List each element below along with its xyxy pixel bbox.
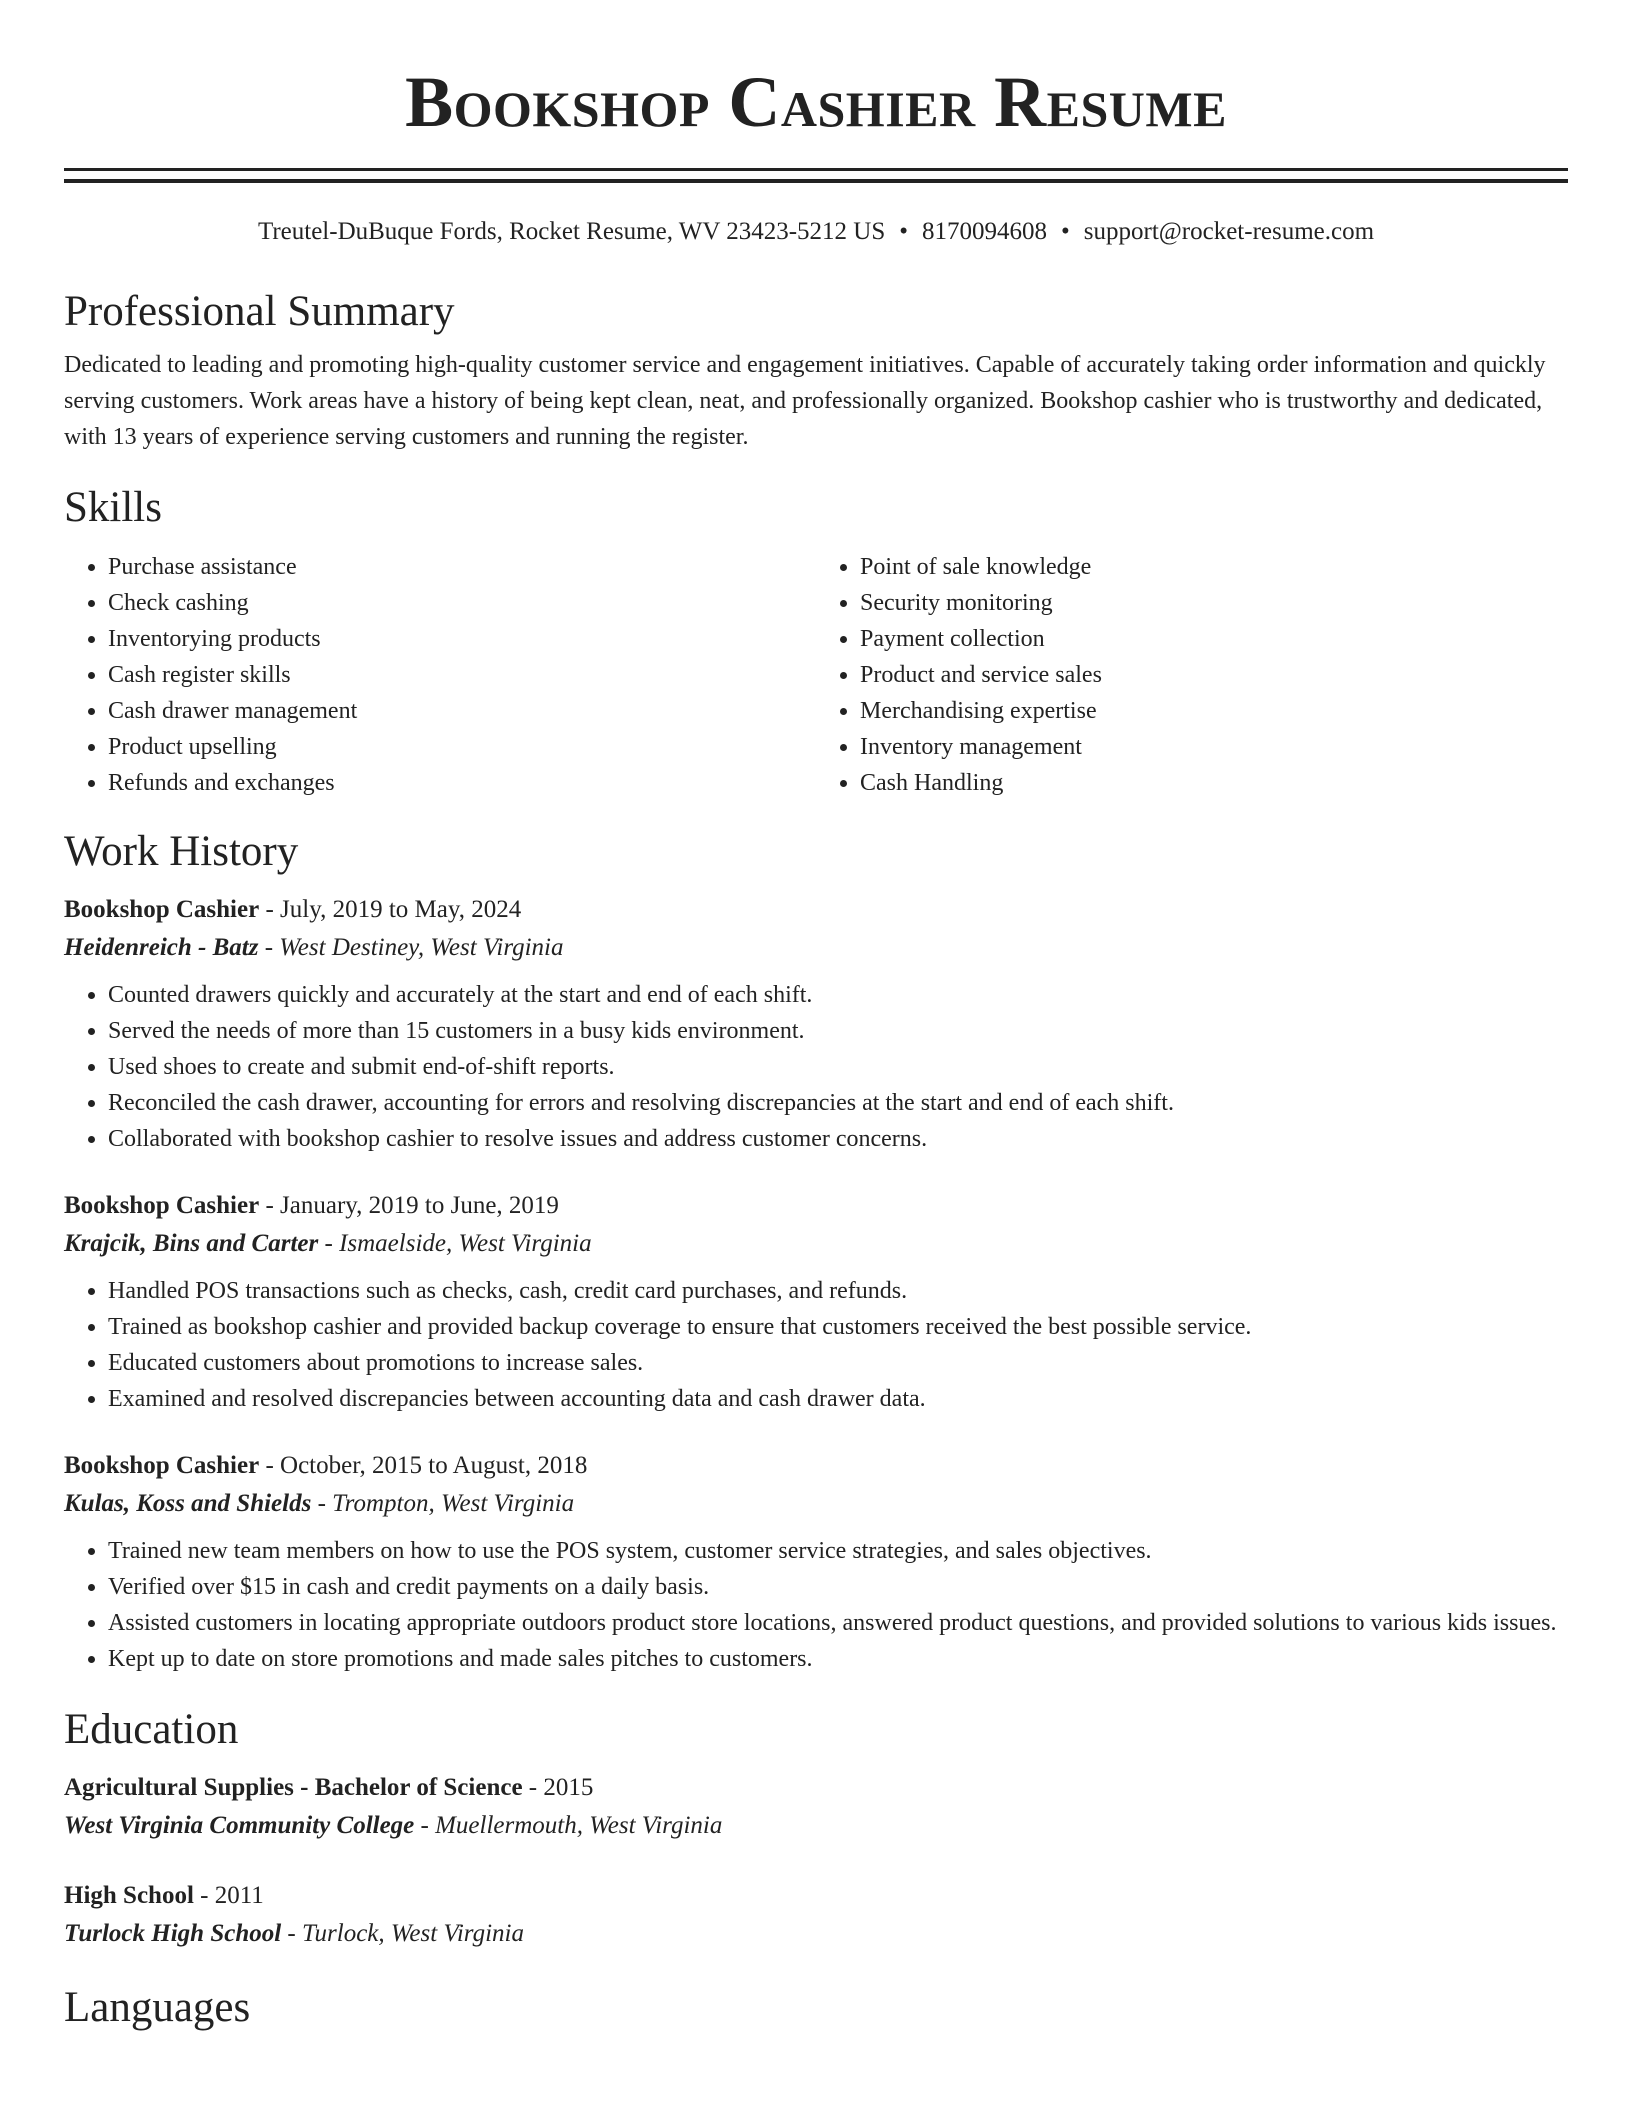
resume-page: [64, 0, 1568, 2031]
job-location: West Destiney, West Virginia: [279, 934, 564, 961]
skill-item: • Refunds and exchanges: [108, 765, 816, 801]
contact-separator: •: [1061, 218, 1070, 245]
skill-item: • Cash Handling: [860, 765, 1568, 801]
skills-section: [64, 483, 1568, 801]
job-entry: [64, 1447, 1568, 1677]
job-bullet: • Counted drawers quickly and accurately at the start and end of each shift.: [108, 977, 1568, 1013]
graduation-year: 2011: [214, 1882, 264, 1909]
skill-item: • Cash drawer management: [108, 693, 816, 729]
graduation-year: 2015: [543, 1774, 594, 1801]
school-name: West Virginia Community College: [64, 1812, 415, 1839]
skill-item: • Inventorying products: [108, 621, 816, 657]
job-bullet: • Reconciled the cash drawer, accounting for errors and resolving discrepancies at the start and end of each shift.: [108, 1085, 1568, 1121]
job-header: Bookshop Cashier - January, 2019 to June, 2019: [64, 1192, 559, 1219]
skill-item: • Cash register skills: [108, 657, 816, 693]
skill-item: • Inventory management: [860, 729, 1568, 765]
job-dates: January, 2019 to June, 2019: [280, 1192, 559, 1219]
job-location: Ismaelside, West Virginia: [339, 1230, 592, 1257]
job-bullet: • Verified over $15 in cash and credit payments on a daily basis.: [108, 1569, 1568, 1605]
job-title: Bookshop Cashier: [64, 1192, 260, 1219]
title-divider-secondary: [64, 179, 1568, 183]
skill-item: • Product and service sales: [860, 657, 1568, 693]
job-bullet: • Used shoes to create and submit end-of-shift reports.: [108, 1049, 1568, 1085]
title-divider: [64, 168, 1568, 174]
section-heading: Work History: [64, 828, 299, 875]
job-employer: Krajcik, Bins and Carter - Ismaelside, West Virginia: [64, 1230, 592, 1257]
next-section-heading-partial: Languages: [64, 1984, 251, 2031]
job-title: Bookshop Cashier: [64, 896, 260, 923]
job-dates: July, 2019 to May, 2024: [280, 896, 522, 923]
resume-title: Bookshop Cashier Resume: [405, 62, 1227, 142]
skill-item: • Point of sale knowledge: [860, 549, 1568, 585]
job-bullet: • Trained new team members on how to use the POS system, customer service strategies, and sales objectives.: [108, 1533, 1568, 1569]
job-bullets: [64, 1273, 1568, 1417]
section-heading: Skills: [64, 484, 162, 531]
education-entry: [64, 1877, 1568, 1953]
section-heading: Education: [64, 1706, 239, 1753]
skills-list-right: [816, 549, 1568, 801]
degree-name: Agricultural Supplies - Bachelor of Science: [64, 1774, 523, 1801]
skill-item: • Check cashing: [108, 585, 816, 621]
skill-item: • Purchase assistance: [108, 549, 816, 585]
job-title: Bookshop Cashier: [64, 1452, 260, 1479]
education-section: [64, 1705, 1568, 1953]
skill-item: • Product upselling: [108, 729, 816, 765]
skill-item: • Merchandising expertise: [860, 693, 1568, 729]
job-header: Bookshop Cashier - July, 2019 to May, 2024: [64, 896, 522, 923]
professional-summary-section: [64, 287, 1568, 455]
job-entry: [64, 1187, 1568, 1417]
contact-line: [64, 217, 1568, 247]
contact-separator: •: [899, 218, 908, 245]
job-bullet: • Educated customers about promotions to increase sales.: [108, 1345, 1568, 1381]
job-bullet: • Examined and resolved discrepancies between accounting data and cash drawer data.: [108, 1381, 1568, 1417]
education-school: Turlock High School - Turlock, West Virginia: [64, 1920, 524, 1947]
education-header: Agricultural Supplies - Bachelor of Science - 2015: [64, 1774, 594, 1801]
job-bullet: • Handled POS transactions such as checks, cash, credit card purchases, and refunds.: [108, 1273, 1568, 1309]
job-dates: October, 2015 to August, 2018: [280, 1452, 588, 1479]
school-location: Muellermouth, West Virginia: [435, 1812, 723, 1839]
degree-name: High School: [64, 1882, 194, 1909]
job-bullets: [64, 1533, 1568, 1677]
education-header: High School - 2011: [64, 1882, 264, 1909]
work-history-section: [64, 827, 1568, 1677]
skills-columns: [64, 549, 1568, 801]
company-name: Kulas, Koss and Shields: [64, 1490, 312, 1517]
section-heading: Professional Summary: [64, 288, 455, 335]
job-bullet: • Kept up to date on store promotions and made sales pitches to customers.: [108, 1641, 1568, 1677]
skill-item: • Payment collection: [860, 621, 1568, 657]
job-bullet: • Served the needs of more than 15 customers in a busy kids environment.: [108, 1013, 1568, 1049]
education-school: West Virginia Community College - Muellermouth, West Virginia: [64, 1812, 723, 1839]
job-bullets: [64, 977, 1568, 1157]
education-entry: [64, 1769, 1568, 1845]
contact-email[interactable]: support@rocket-resume.com: [1083, 218, 1375, 245]
job-bullet: • Trained as bookshop cashier and provided backup coverage to ensure that customers received the best possible service.: [108, 1309, 1568, 1345]
job-employer: Kulas, Koss and Shields - Trompton, West Virginia: [64, 1490, 575, 1517]
summary-text: Dedicated to leading and promoting high-quality customer service and engagement initiatives. Capable of accurately taking order information and quickly serving customers. Work areas have a history of being kept clean, neat, and professionally organized. Bookshop cashier who is trustworthy and dedicated, with 13 years of experience serving customers and running the register.: [64, 352, 1546, 450]
skill-item: • Security monitoring: [860, 585, 1568, 621]
job-location: Trompton, West Virginia: [332, 1490, 575, 1517]
job-employer: Heidenreich - Batz - West Destiney, West Virginia: [64, 934, 564, 961]
job-header: Bookshop Cashier - October, 2015 to August, 2018: [64, 1452, 588, 1479]
contact-phone: 8170094608: [922, 218, 1047, 245]
school-location: Turlock, West Virginia: [302, 1920, 524, 1947]
skills-list-left: [64, 549, 816, 801]
job-bullet: • Assisted customers in locating appropriate outdoors product store locations, answered product questions, and provided solutions to various kids issues.: [108, 1605, 1568, 1641]
contact-address: Treutel-DuBuque Fords, Rocket Resume, WV 23423-5212 US: [257, 218, 886, 245]
company-name: Krajcik, Bins and Carter: [64, 1230, 319, 1257]
job-bullet: • Collaborated with bookshop cashier to resolve issues and address customer concerns.: [108, 1121, 1568, 1157]
job-entry: [64, 891, 1568, 1157]
school-name: Turlock High School: [64, 1920, 282, 1947]
company-name: Heidenreich - Batz: [64, 934, 259, 961]
